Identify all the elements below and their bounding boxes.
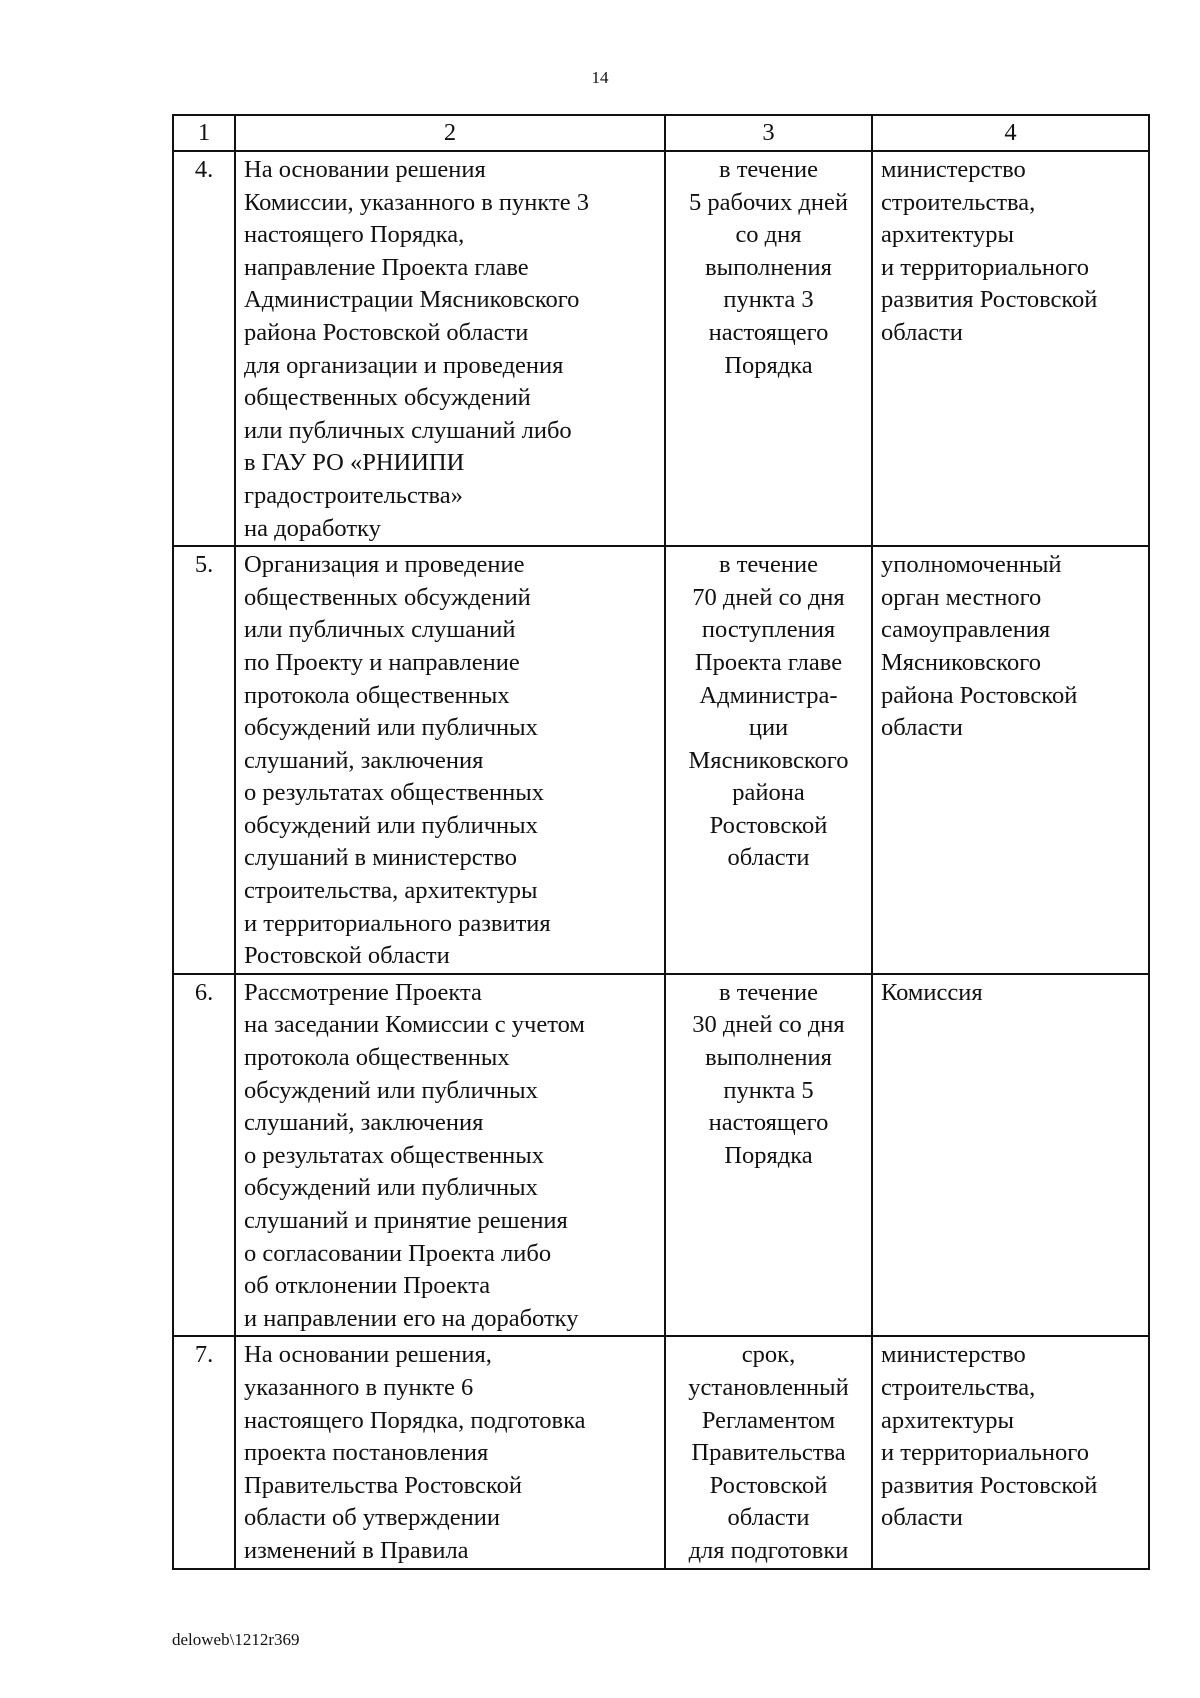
cell-text-line: обсуждений или публичных: [244, 811, 538, 839]
cell-text-line: обсуждений или публичных: [244, 1174, 538, 1202]
cell-text-line: Порядка: [724, 351, 813, 379]
row-number-cell: 4.: [173, 151, 235, 546]
cell-text-line: области: [727, 844, 810, 872]
cell-text-line: настоящего: [708, 318, 829, 346]
cell-text-line: проекта постановления: [244, 1439, 489, 1467]
cell-text-line: на заседании Комиссии с учетом: [244, 1011, 585, 1039]
cell-text-line: района Ростовской: [881, 681, 1078, 709]
cell-text-line: Ростовской: [709, 1471, 828, 1499]
table-row: [173, 151, 1149, 546]
cell-text-line: в ГАУ РО «РНИИПИ: [244, 449, 465, 477]
cell-text-line: и территориального: [881, 1439, 1089, 1467]
cell-text-line: строительства,: [881, 1373, 1036, 1401]
row-number-cell: 5.: [173, 546, 235, 974]
cell-text-line: самоуправления: [881, 616, 1051, 644]
term-cell: [665, 151, 872, 546]
cell-text-line: Проекта главе: [694, 648, 843, 676]
cell-text-line: общественных обсуждений: [244, 583, 531, 611]
cell-text-line: настоящего Порядка, подготовка: [244, 1406, 586, 1434]
cell-text-line: изменений в Правила: [244, 1536, 469, 1564]
responsible-cell: [872, 151, 1149, 546]
cell-text-line: и направлении его на доработку: [244, 1304, 579, 1332]
cell-text-line: на доработку: [244, 514, 381, 542]
cell-text-line: развития Ростовской: [881, 286, 1098, 314]
row-number-cell: 7.: [173, 1336, 235, 1568]
cell-text-line: Регламентом: [701, 1406, 836, 1434]
cell-text-line: в течение: [719, 156, 818, 183]
row-number-cell: 6.: [173, 974, 235, 1337]
header-cell: 2: [235, 115, 665, 151]
cell-text-line: 5 рабочих дней: [689, 188, 848, 216]
cell-text-line: 30 дней со дня: [692, 1011, 845, 1039]
cell-text-line: Правительства Ростовской: [244, 1471, 523, 1499]
cell-text-line: выполнения: [705, 1044, 832, 1072]
cell-text-line: На основании решения: [244, 156, 486, 183]
cell-text-line: для организации и проведения: [244, 351, 564, 379]
cell-text-line: ции: [748, 714, 789, 742]
cell-text-line: архитектуры: [881, 1406, 1014, 1434]
cell-text-line: общественных обсуждений: [244, 384, 531, 412]
page-number: 14: [591, 68, 609, 87]
term-cell: [665, 974, 872, 1337]
cell-text-line: для подготовки: [688, 1536, 849, 1564]
cell-text-line: пункта 5: [723, 1076, 814, 1104]
table-row: [173, 1336, 1149, 1568]
cell-text-line: по Проекту и направление: [244, 648, 520, 676]
cell-text-line: области: [881, 318, 963, 346]
cell-text-line: Организация и проведение: [244, 551, 525, 579]
cell-text-line: в течение: [719, 551, 818, 579]
responsible-cell: [872, 1336, 1149, 1568]
cell-text-line: протокола общественных: [244, 681, 510, 709]
cell-text-line: Мясниковского: [881, 648, 1041, 676]
cell-text-line: архитектуры: [881, 221, 1014, 249]
term-cell: [665, 546, 872, 974]
cell-text-line: Рассмотрение Проекта: [244, 978, 482, 1006]
cell-text-line: поступления: [701, 616, 836, 644]
cell-text-line: установленный: [688, 1373, 849, 1401]
cell-text-line: слушаний и принятие решения: [244, 1207, 568, 1234]
responsible-cell: [872, 546, 1149, 974]
action-cell: [235, 151, 665, 546]
cell-text-line: области: [881, 714, 963, 742]
cell-text-line: слушаний в министерство: [244, 844, 518, 872]
cell-text-line: срок,: [741, 1341, 796, 1369]
cell-text-line: На основании решения,: [244, 1341, 492, 1369]
cell-text-line: орган местного: [881, 583, 1042, 611]
cell-text-line: области: [881, 1504, 963, 1532]
cell-text-line: пункта 3: [723, 286, 814, 314]
cell-text-line: об отклонении Проекта: [244, 1272, 491, 1300]
cell-text-line: обсуждений или публичных: [244, 714, 538, 742]
cell-text-line: района Ростовской области: [244, 318, 529, 346]
cell-text-line: и территориального: [881, 253, 1089, 281]
cell-text-line: о согласовании Проекта либо: [244, 1239, 552, 1267]
cell-text-line: направление Проекта главе: [244, 253, 529, 281]
cell-text-line: настоящего: [708, 1109, 829, 1137]
header-cell: 1: [173, 115, 235, 151]
cell-text-line: министерство: [881, 1341, 1026, 1369]
cell-text-line: министерство: [881, 156, 1026, 183]
cell-text-line: Администрации Мясниковского: [244, 286, 580, 314]
cell-text-line: о результатах общественных: [244, 779, 544, 807]
action-cell: [235, 974, 665, 1337]
cell-text-line: настоящего Порядка,: [244, 221, 465, 249]
table-row: [173, 974, 1149, 1337]
cell-text-line: градостроительства»: [244, 481, 463, 509]
cell-text-line: со дня: [735, 221, 802, 249]
cell-text-line: Мясниковского: [688, 746, 849, 774]
cell-text-line: 70 дней со дня: [692, 583, 845, 611]
header-cell: 3: [665, 115, 872, 151]
cell-text-line: области об утверждении: [244, 1504, 500, 1532]
cell-text-line: Комиссии, указанного в пункте 3: [244, 188, 589, 216]
cell-text-line: в течение: [719, 978, 818, 1006]
table-header-row: [173, 115, 1149, 151]
cell-text-line: указанного в пункте 6: [244, 1373, 474, 1401]
cell-text-line: уполномоченный: [881, 551, 1062, 579]
action-cell: [235, 1336, 665, 1568]
cell-text-line: области: [727, 1504, 810, 1532]
term-cell: [665, 1336, 872, 1568]
action-cell: [235, 546, 665, 974]
cell-text-line: развития Ростовской: [881, 1471, 1098, 1499]
cell-text-line: и территориального развития: [244, 909, 551, 937]
cell-text-line: или публичных слушаний либо: [244, 416, 572, 444]
cell-text-line: строительства,: [881, 188, 1036, 216]
cell-text-line: строительства, архитектуры: [244, 877, 538, 905]
cell-text-line: или публичных слушаний: [244, 616, 516, 644]
cell-text-line: Правительства: [691, 1439, 846, 1467]
cell-text-line: Комиссия: [881, 978, 983, 1006]
cell-text-line: Администра-: [699, 681, 838, 709]
procedure-table: [172, 114, 1150, 1570]
table-row: [173, 546, 1149, 974]
cell-text-line: Ростовской области: [244, 942, 450, 970]
cell-text-line: слушаний, заключения: [244, 746, 484, 774]
document-footer-code: deloweb\1212r369: [172, 1630, 300, 1649]
cell-text-line: слушаний, заключения: [244, 1109, 484, 1137]
responsible-cell: [872, 974, 1149, 1337]
cell-text-line: обсуждений или публичных: [244, 1076, 538, 1104]
cell-text-line: протокола общественных: [244, 1044, 510, 1072]
cell-text-line: района: [732, 779, 805, 807]
header-cell: 4: [872, 115, 1149, 151]
cell-text-line: выполнения: [705, 253, 832, 281]
cell-text-line: Ростовской: [709, 811, 828, 839]
cell-text-line: Порядка: [724, 1141, 813, 1169]
cell-text-line: о результатах общественных: [244, 1141, 544, 1169]
